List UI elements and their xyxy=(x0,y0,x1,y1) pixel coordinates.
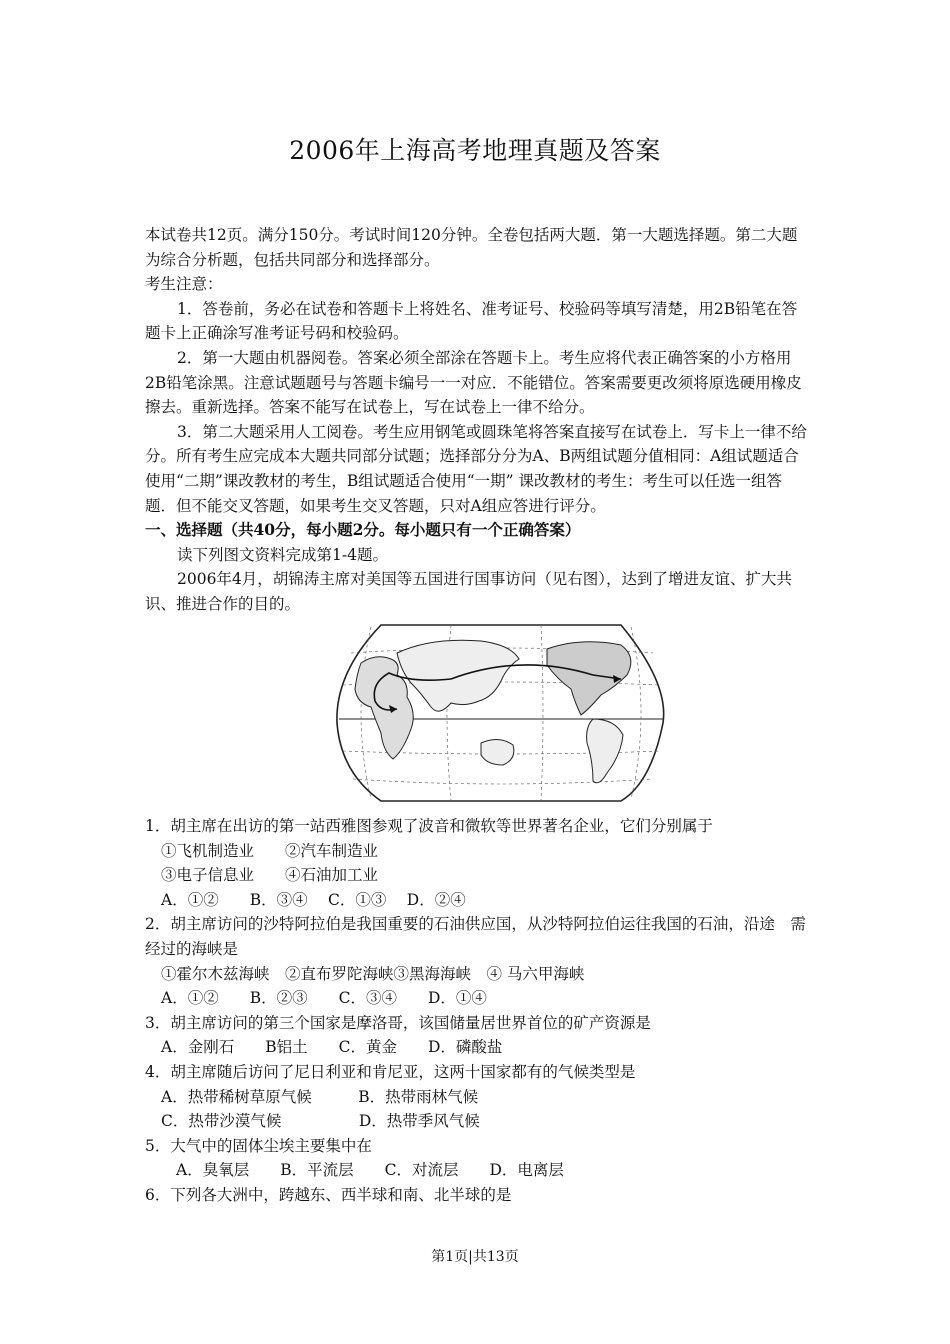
question-1-options: ①飞机制造业 ②汽车制造业 xyxy=(161,841,379,860)
question-2-choices: A．①② B．②③ C．③④ D．①④ xyxy=(161,989,487,1008)
question-5-stem: 5．大气中的固体尘埃主要集中在 xyxy=(145,1136,372,1155)
question-2-options: ①霍尔木兹海峡 ②直布罗陀海峡③黑海海峡 ④ 马六甲海峡 xyxy=(161,964,585,983)
notice-item: 1．答卷前，务必在试卷和答题卡上将姓名、准考证号、校验码等填写清楚，用2B铅笔在答题卡上正确涂写准考证号码和校验码。 xyxy=(145,299,798,343)
question-1-stem: 1．胡主席在出访的第一站西雅图参观了波音和微软等世界著名企业，它们分别属于 xyxy=(145,817,713,836)
notice-item: 2．第一大题由机器阅卷。答案必须全部涂在答题卡上。考生应将代表正确答案的小方格用2B铅笔涂黑。注意试题题号与答题卡编号一一对应．不能错位。答案需要更改须将原选硬用橡皮擦去。重新选择。答案不能写在试卷上，写在试卷上一律不给分。 xyxy=(145,348,802,417)
passage-text: 2006年4月，胡锦涛主席对美国等五国进行国事访问（见右图），达到了增进友谊、扩大共识、推进合作的目的。 xyxy=(145,570,793,613)
page-title: 2006年上海高考地理真题及答案 xyxy=(289,136,661,165)
document-body xyxy=(145,223,807,1208)
question-1-choices: A．①② B．③④ C．①③ D．②④ xyxy=(161,890,466,909)
question-3-choices: A．金刚石 B铝土 C．黄金 D．磷酸盐 xyxy=(161,1038,503,1057)
section-heading: 一、选择题（共40分，每小题2分。每小题只有一个正确答案） xyxy=(145,520,581,540)
question-4-options: A．热带稀树草原气候 B．热带雨林气候 xyxy=(161,1087,479,1106)
question-1-options: ③电子信息业 ④石油加工业 xyxy=(161,866,379,885)
question-4-stem: 4．胡主席随后访问了尼日利亚和肯尼亚，这两十国家都有的气候类型是 xyxy=(145,1063,636,1082)
page-footer: 第1页|共13页 xyxy=(431,1249,519,1265)
question-5-choices: A．臭氧层 B．平流层 C．对流层 D．电离层 xyxy=(176,1161,564,1180)
question-3-stem: 3．胡主席访问的第三个国家是摩洛哥，该国储量居世界首位的矿产资源是 xyxy=(145,1013,651,1032)
notice-heading: 考生注意： xyxy=(145,275,223,294)
world-map-figure xyxy=(195,617,807,815)
world-map-icon xyxy=(331,623,671,803)
question-6-stem: 6．下列各大洲中，跨越东、西半球和南、北半球的是 xyxy=(145,1186,512,1204)
question-2-stem: 2．胡主席访问的沙特阿拉伯是我国重要的石油供应国，从沙特阿拉伯运往我国的石油，沿途 需经过的海峡是 xyxy=(145,915,806,959)
notice-item: 3．第二大题采用人工阅卷。考生应用钢笔或圆珠笔将答案直接写在试卷上．写卡上一律不给分。所有考生应完成本大题共同部分试题；选择部分分为A、B两组试题分值相同：A组试题适合使用“二期”课改教材的考生，B组试题适合使用“一期” 课改教材的考生：考生可以任选一组答题．但不能交叉答题，如果考生交叉答题，只对A组应答进行评分。 xyxy=(145,422,807,515)
intro-text: 本试卷共12页。满分150分。考试时间120分钟。全卷包括两大题．第一大题选择题。第二大题为综合分析题，包括共同部分和选择部分。 xyxy=(145,226,798,269)
question-4-options: C．热带沙漠气候 D．热带季风气候 xyxy=(161,1112,480,1131)
read-instruction: 读下列图文资料完成第1-4题。 xyxy=(177,545,388,564)
